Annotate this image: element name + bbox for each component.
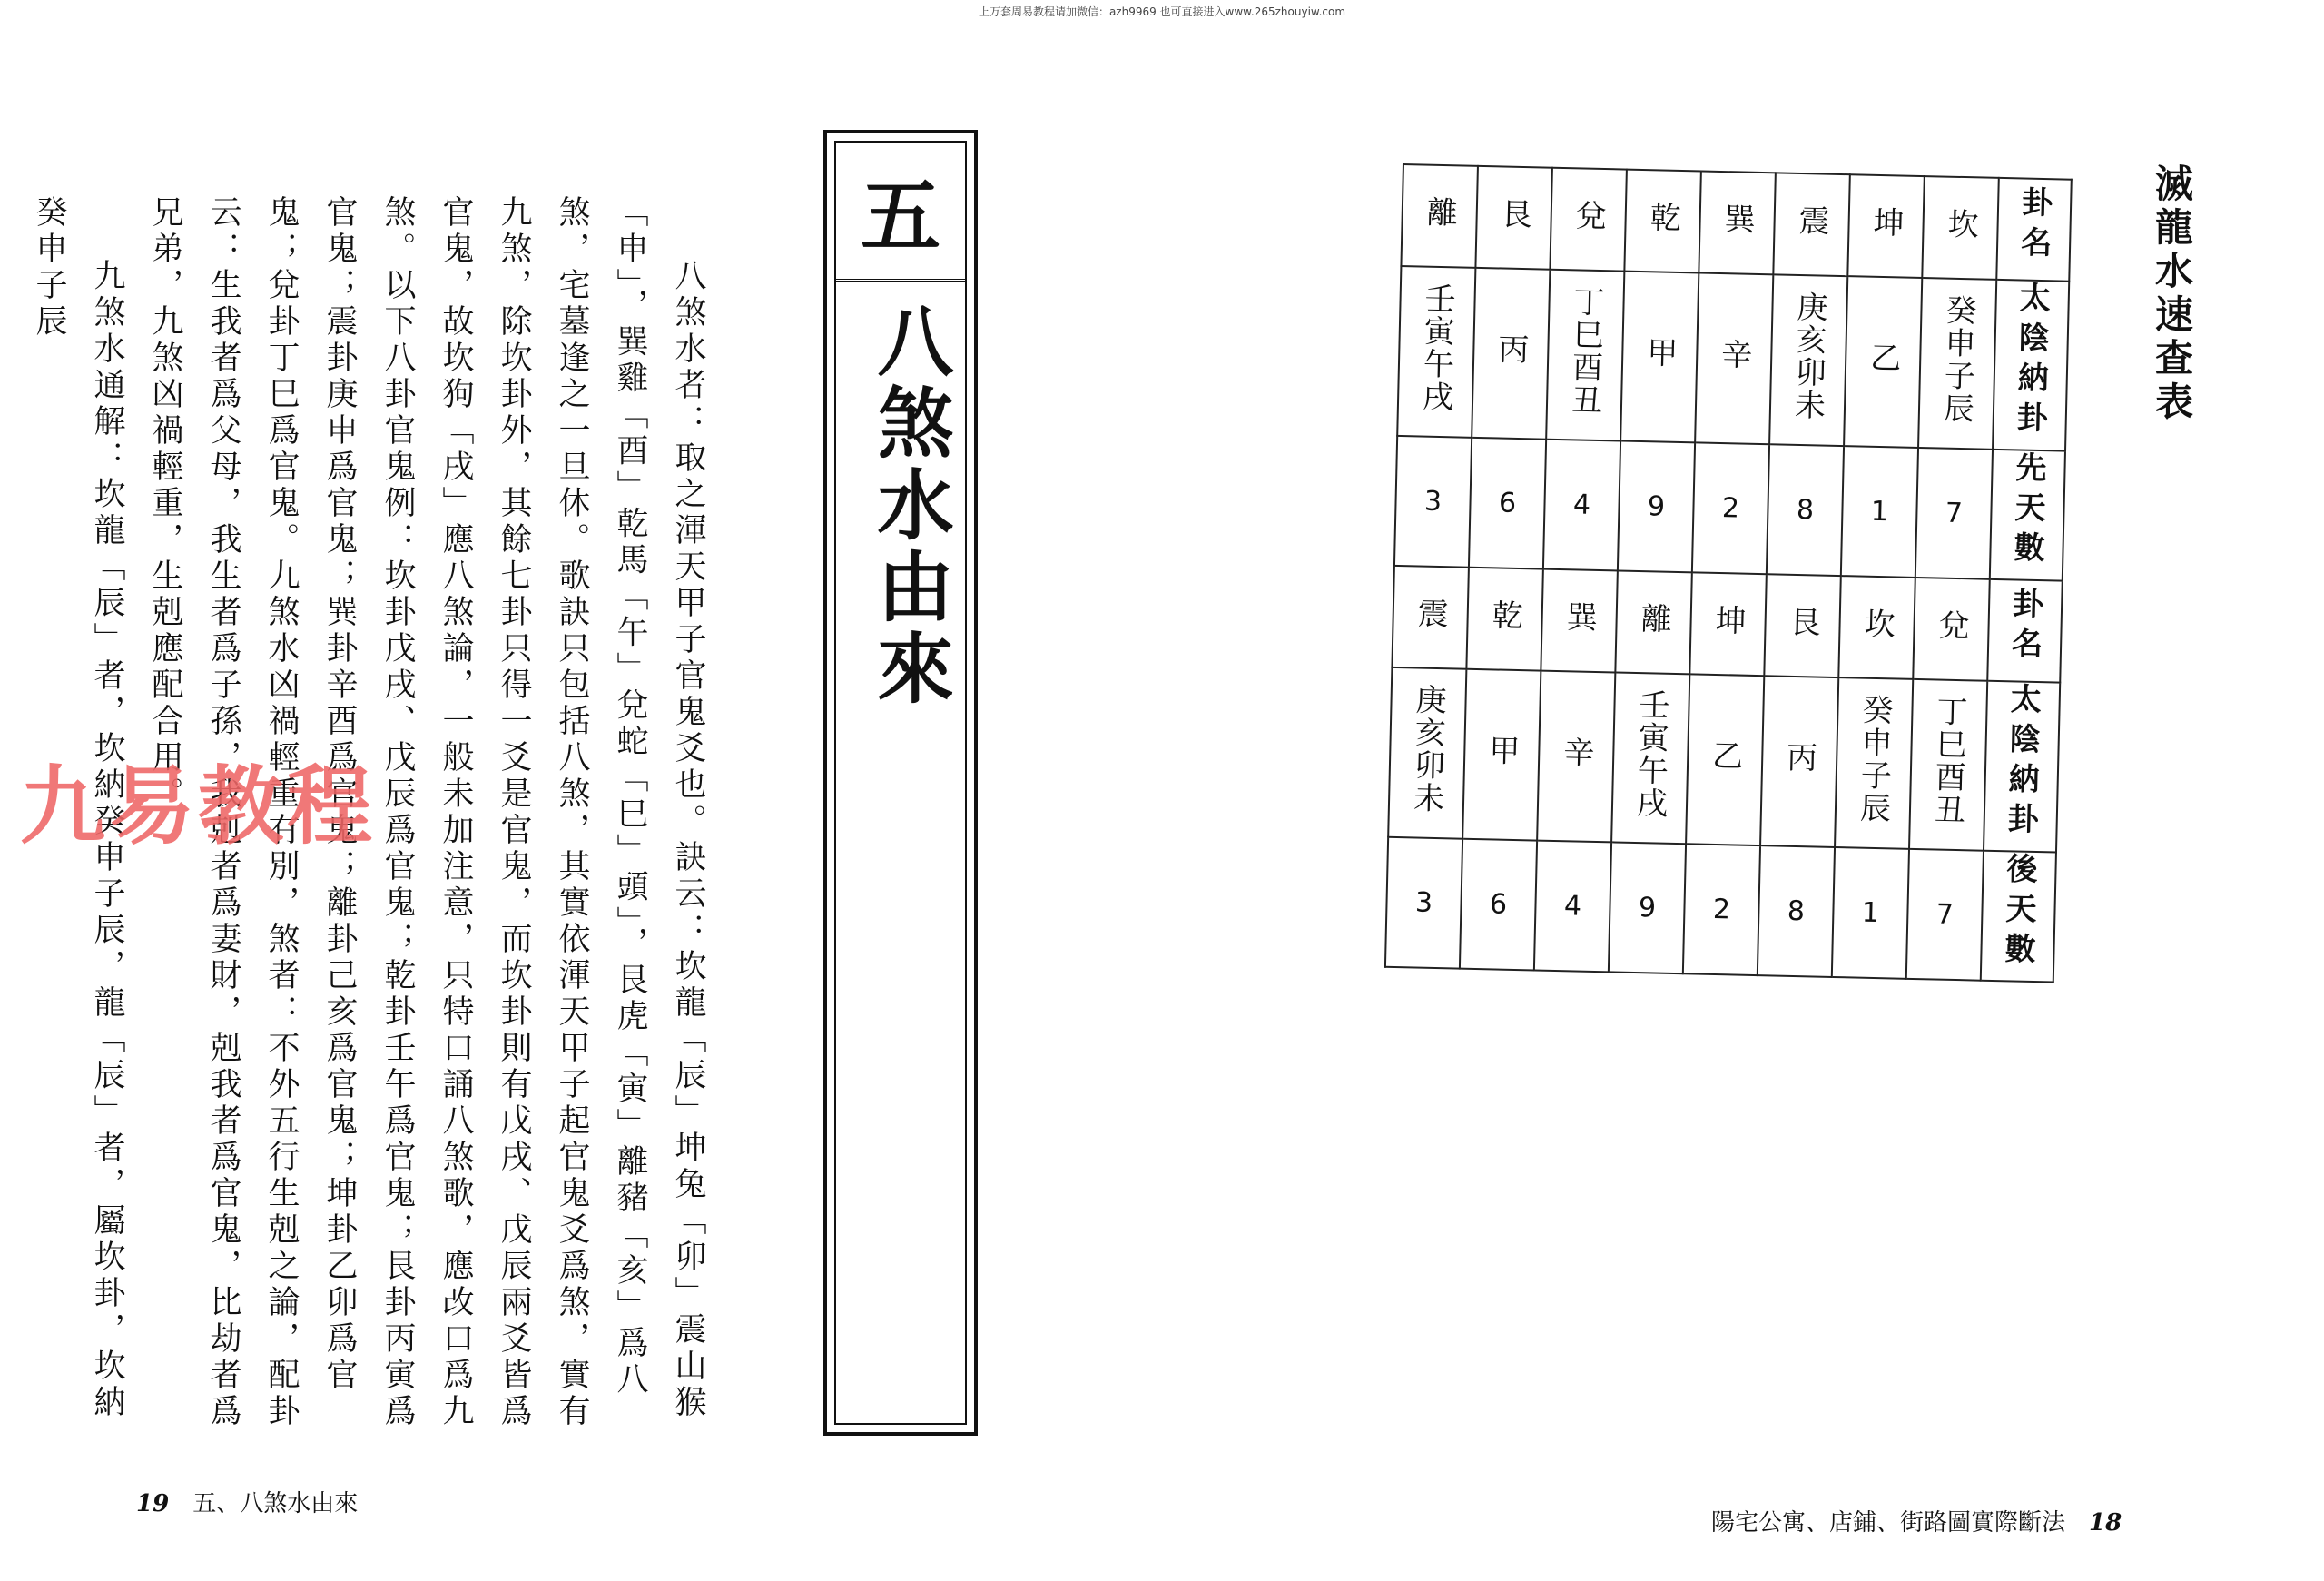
table-row [1385, 837, 2056, 983]
cell-text: 震 [1411, 596, 1449, 630]
table-row [1397, 266, 2069, 451]
footer-right [1711, 1504, 2122, 1537]
chapter-title: 八煞水由來 [865, 301, 955, 710]
table-cell [1760, 676, 1838, 847]
page-number: 19 [136, 1490, 170, 1517]
cell-text: 辛 [1557, 736, 1595, 769]
chapter-number: 五 [836, 143, 965, 282]
lookup-table [1384, 163, 2073, 983]
cell-text: 4 [1572, 489, 1591, 521]
cell-text: 壬寅午戌 [1630, 687, 1670, 820]
cell-text: 7 [1935, 898, 1955, 931]
cell-text: 丁巳酉丑 [1928, 695, 1968, 827]
table-cell [1695, 272, 1773, 444]
cell-text: 艮 [1783, 605, 1821, 639]
body-paragraph: 八煞水者：取之渾天甲子官鬼爻也。訣云：坎龍「辰」坤兔「卯」震山猴「申」，巽雞「酉」乾馬「午」兌蛇「巳」頭」，艮虎「寅」離豬「亥」爲八煞，宅墓逢之一旦休。歌訣只包括八煞，其實依渾天甲子起官鬼爻爲煞，實有九煞，除坎卦外，其餘七卦只得一爻是官鬼，而坎卦則有戊戌、戊辰兩爻皆爲官鬼，故坎狗「戌」應八煞論，一般未加注意，只特口誦八煞歌，應改口爲九煞。以下八卦官鬼例：坎卦戊戌、戊辰爲官鬼；乾卦壬午爲官鬼；艮卦丙寅爲官鬼；震卦庚申爲官鬼；巽卦辛酉爲官鬼；離卦己亥爲官鬼；坤卦乙卯爲官鬼；兌卦丁巳爲官鬼。九煞水凶禍輕重有別，煞者：不外五行生剋之論，配卦云：生我者爲父母，我生者爲子孫，我剋者爲妻財，剋我者爲官鬼，比劫者爲兄弟，九煞凶禍輕重，生剋應配合用。 [147, 195, 706, 1430]
cell-text: 2 [1721, 492, 1740, 525]
cell-text: 乾 [1485, 598, 1523, 632]
cell-text: 庚亥卯未 [1788, 290, 1828, 422]
cell-text: 兌 [1932, 608, 1970, 642]
top-note: 上万套周易教程请加微信：azh9969 也可直接进入www.265zhouyiw.com [978, 5, 1346, 18]
cell-text: 離 [1420, 194, 1458, 229]
cell-text: 離 [1634, 601, 1672, 636]
row-header [1993, 280, 2069, 451]
table-cell [1401, 164, 1478, 268]
table-cell [1534, 841, 1611, 973]
table-title: 滅龍水速查表 [2150, 163, 2194, 425]
cell-text: 坎 [1857, 607, 1896, 640]
row-header [1981, 851, 2056, 983]
table-cell [1620, 272, 1699, 443]
cell-text: 巽 [1560, 599, 1598, 634]
table-cell [1689, 572, 1767, 676]
cell-text: 乾 [1643, 200, 1681, 234]
table-cell [1909, 679, 1987, 851]
table-cell [1550, 168, 1627, 272]
cell-text: 9 [1647, 490, 1666, 523]
table-cell [1913, 578, 1990, 681]
cell-text: 6 [1498, 487, 1517, 519]
cell-text: 丙 [1780, 740, 1818, 775]
table-cell [1758, 845, 1835, 977]
table-cell [1546, 270, 1624, 441]
table-cell [1611, 672, 1689, 844]
cell-text: 6 [1489, 888, 1508, 921]
cell-text: 坤 [1709, 603, 1747, 637]
cell-text: 震 [1792, 203, 1830, 238]
table-cell [1543, 440, 1620, 571]
table-cell [1906, 849, 1984, 981]
cell-text: 1 [1870, 495, 1889, 529]
table-cell [1469, 438, 1546, 569]
table-row [1394, 436, 2065, 581]
row-header-text: 太陰納卦 [2010, 281, 2051, 442]
table-cell [1769, 274, 1847, 446]
table-cell [1388, 667, 1466, 839]
footer-left [136, 1485, 358, 1518]
running-header: 陽宅公寓、店鋪、街路圖實際斷法 [1711, 1509, 2066, 1537]
cell-text: 2 [1712, 893, 1731, 926]
table-cell [1385, 837, 1462, 969]
row-header [1996, 178, 2072, 282]
table-cell [1844, 276, 1922, 448]
table-cell [1397, 266, 1475, 438]
watermark: 九易教程 [20, 757, 377, 856]
table-cell [1918, 278, 1996, 450]
cell-text: 庚亥卯未 [1407, 683, 1447, 815]
table-cell [1624, 170, 1701, 273]
cell-text: 乙 [1864, 341, 1902, 375]
row-header-text: 卦名 [2014, 184, 2053, 266]
table-row [1392, 566, 2062, 683]
table-cell [1462, 669, 1541, 841]
lookup-table-wrapper [1384, 163, 2073, 983]
cell-text: 8 [1796, 493, 1815, 527]
table-cell [1699, 171, 1776, 274]
table-cell [1922, 176, 1999, 280]
table-cell [1835, 677, 1913, 849]
table-cell [1460, 839, 1537, 971]
table-cell [1466, 568, 1543, 671]
table-cell [1475, 166, 1552, 270]
cell-text: 甲 [1482, 734, 1521, 768]
table-cell [1472, 268, 1550, 440]
table-cell [1692, 442, 1769, 574]
body-paragraph: 九煞水通解：坎龍「辰」者，坎納癸申子辰，龍「辰」者，屬坎卦，坎納癸申子辰 [31, 195, 125, 1421]
table-cell [1838, 576, 1915, 679]
cell-text: 艮 [1494, 196, 1532, 231]
table-cell [1683, 844, 1760, 975]
cell-text: 坤 [1866, 205, 1905, 240]
table-cell [1767, 444, 1844, 576]
cell-text: 1 [1861, 896, 1880, 930]
cell-text: 乙 [1706, 738, 1744, 773]
table-cell [1609, 842, 1686, 973]
cell-text: 7 [1945, 497, 1964, 530]
table-cell [1832, 847, 1909, 979]
table-cell [1615, 570, 1692, 674]
cell-text: 壬寅午戌 [1416, 282, 1456, 414]
table-row [1388, 667, 2060, 853]
table-cell [1915, 448, 1993, 579]
table-cell [1394, 436, 1472, 568]
table-cell [1841, 446, 1918, 578]
cell-text: 3 [1414, 886, 1433, 919]
cell-text: 甲 [1640, 336, 1679, 370]
table-cell [1537, 671, 1615, 843]
row-header-text: 後天數 [1998, 852, 2038, 973]
running-header: 五、八煞水由來 [192, 1490, 359, 1517]
cell-text: 坎 [1941, 207, 1979, 241]
cell-text: 9 [1638, 892, 1657, 924]
table-cell [1686, 674, 1764, 845]
table-cell [1847, 174, 1925, 278]
row-header-text: 先天數 [2007, 450, 2047, 572]
page-number: 18 [2089, 1509, 2122, 1537]
table-cell [1773, 173, 1850, 276]
cell-text: 巽 [1718, 202, 1756, 236]
cell-text: 丁巳酉丑 [1565, 285, 1605, 418]
row-header [1990, 450, 2065, 581]
cell-text: 3 [1423, 485, 1443, 519]
row-header-text: 太陰納卦 [2001, 682, 2042, 844]
table-cell [1392, 566, 1469, 669]
cell-text: 8 [1787, 894, 1806, 928]
chapter-banner [823, 130, 978, 1436]
cell-text: 癸申子辰 [1854, 693, 1894, 825]
row-header [1987, 579, 2063, 683]
cell-text: 癸申子辰 [1937, 293, 1977, 426]
cell-text: 丙 [1492, 332, 1530, 367]
row-header [1984, 681, 2060, 853]
table-row [1401, 164, 2071, 282]
cell-text: 兌 [1569, 198, 1607, 232]
cell-text: 辛 [1715, 337, 1753, 371]
table-cell [1764, 574, 1841, 677]
cell-text: 4 [1563, 890, 1582, 923]
row-header-text: 卦名 [2005, 586, 2044, 667]
table-cell [1618, 441, 1695, 573]
table-cell [1541, 569, 1618, 673]
